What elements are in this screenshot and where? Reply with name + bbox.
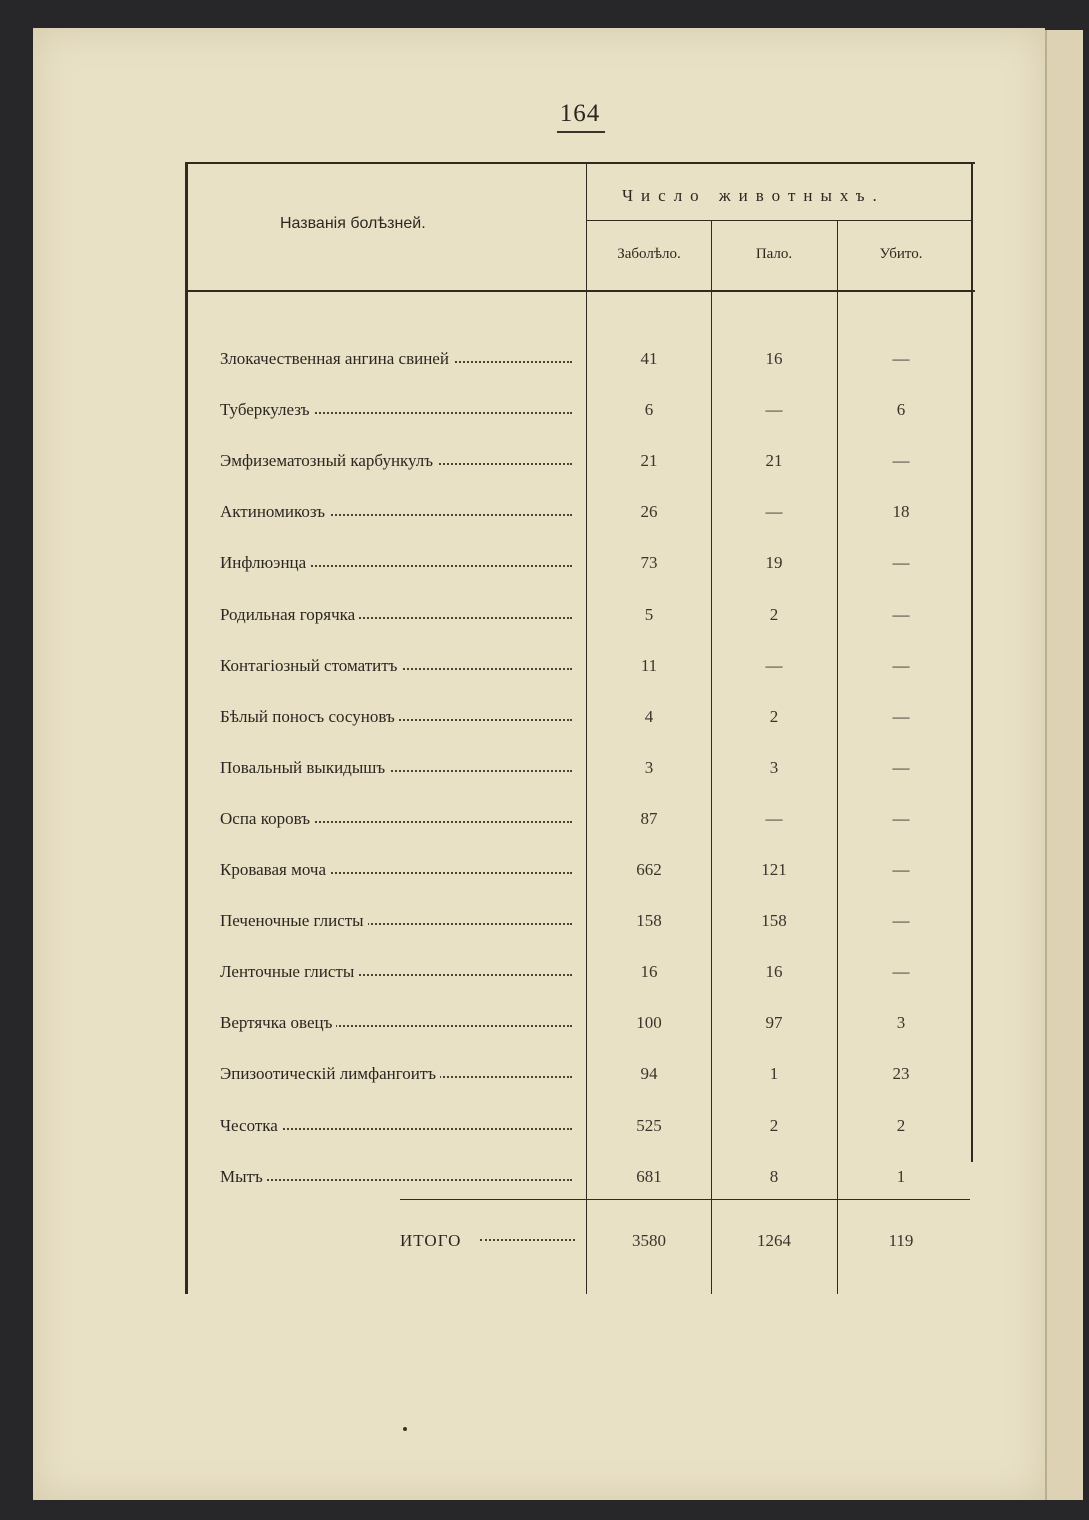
disease-name-text: Эпизоотическій лимфангоитъ bbox=[220, 1064, 440, 1083]
died-count: — bbox=[765, 400, 783, 419]
killed-count: 6 bbox=[896, 400, 906, 419]
sick-count: 5 bbox=[644, 605, 654, 624]
page-number: 164 bbox=[559, 100, 601, 127]
disease-name-text: Чесотка bbox=[220, 1116, 282, 1135]
disease-name bbox=[220, 809, 580, 829]
disease-name bbox=[220, 1013, 580, 1033]
killed-count: — bbox=[892, 809, 910, 828]
sick-column-header: Заболѣло. bbox=[617, 246, 681, 262]
sick-count: 6 bbox=[644, 400, 654, 419]
died-count: 21 bbox=[765, 451, 783, 470]
disease-name bbox=[220, 1167, 580, 1187]
disease-name-text: Бѣлый поносъ сосуновъ bbox=[220, 707, 399, 726]
disease-name-text: Злокачественная ангина свиней bbox=[220, 349, 453, 368]
disease-name-text: Инфлюэнца bbox=[220, 553, 310, 572]
table-row bbox=[185, 860, 975, 890]
died-count: — bbox=[765, 809, 783, 828]
disease-name bbox=[220, 656, 580, 676]
killed-count: — bbox=[892, 962, 910, 981]
disease-name-text: Оспа коровъ bbox=[220, 809, 314, 828]
sick-count: 681 bbox=[636, 1167, 662, 1186]
table-row bbox=[185, 809, 975, 839]
died-count: 16 bbox=[765, 349, 783, 368]
died-count: 8 bbox=[769, 1167, 779, 1186]
died-count: 2 bbox=[769, 1116, 779, 1135]
died-count: 19 bbox=[765, 553, 783, 572]
sick-count: 73 bbox=[640, 553, 658, 572]
table-row bbox=[185, 1116, 975, 1146]
sick-count: 662 bbox=[636, 860, 662, 879]
sick-count: 11 bbox=[640, 656, 658, 675]
killed-count: — bbox=[892, 451, 910, 470]
disease-name-text: Контагіозный стоматитъ bbox=[220, 656, 401, 675]
killed-count: — bbox=[892, 758, 910, 777]
table-row bbox=[185, 502, 975, 532]
animal-count-header: Число животныхъ. bbox=[622, 186, 885, 205]
died-count: 1 bbox=[769, 1064, 779, 1083]
disease-name-text: Ленточные глисты bbox=[220, 962, 358, 981]
died-count: 97 bbox=[765, 1013, 783, 1032]
disease-name bbox=[220, 400, 580, 420]
sick-count: 26 bbox=[640, 502, 658, 521]
group-header-rule bbox=[587, 220, 972, 221]
table-row bbox=[185, 758, 975, 788]
table-row bbox=[185, 349, 975, 379]
table-row bbox=[185, 553, 975, 583]
sick-count: 87 bbox=[640, 809, 658, 828]
killed-count: — bbox=[892, 707, 910, 726]
died-count: 121 bbox=[761, 860, 787, 879]
disease-name bbox=[220, 1064, 580, 1084]
died-count: 2 bbox=[769, 707, 779, 726]
died-count: 158 bbox=[761, 911, 787, 930]
died-count: — bbox=[765, 502, 783, 521]
table-row bbox=[185, 605, 975, 635]
table-row bbox=[185, 1013, 975, 1043]
disease-name bbox=[220, 451, 580, 471]
disease-name-text: Актиномикозъ bbox=[220, 502, 329, 521]
table-row bbox=[185, 911, 975, 941]
next-page-edge bbox=[1045, 30, 1083, 1500]
disease-name-text: Вертячка овецъ bbox=[220, 1013, 336, 1032]
table-top-rule bbox=[185, 162, 975, 164]
disease-name bbox=[220, 502, 580, 522]
sick-count: 4 bbox=[644, 707, 654, 726]
table-row bbox=[185, 1064, 975, 1094]
killed-count: 18 bbox=[892, 502, 910, 521]
disease-names-header: Названія болѣзней. bbox=[280, 215, 426, 232]
killed-column-header: Убито. bbox=[879, 246, 923, 262]
table-row bbox=[185, 400, 975, 430]
killed-count: — bbox=[892, 860, 910, 879]
sick-count: 41 bbox=[640, 349, 658, 368]
disease-name bbox=[220, 962, 580, 982]
header-bottom-rule bbox=[185, 290, 975, 292]
died-count: 3 bbox=[769, 758, 779, 777]
table-row bbox=[185, 451, 975, 481]
sick-count: 16 bbox=[640, 962, 658, 981]
died-column-header: Пало. bbox=[755, 246, 793, 262]
killed-count: 1 bbox=[896, 1167, 906, 1186]
disease-name bbox=[220, 860, 580, 880]
total-leader-dots bbox=[480, 1239, 575, 1241]
total-row bbox=[185, 1231, 975, 1261]
died-count: 2 bbox=[769, 605, 779, 624]
killed-count: — bbox=[892, 553, 910, 572]
disease-name bbox=[220, 707, 580, 727]
killed-count: — bbox=[892, 605, 910, 624]
disease-name-text: Кровавая моча bbox=[220, 860, 330, 879]
disease-name bbox=[220, 1116, 580, 1136]
killed-count: — bbox=[892, 656, 910, 675]
sick-count: 3 bbox=[644, 758, 654, 777]
sick-count: 21 bbox=[640, 451, 658, 470]
table-row bbox=[185, 1167, 975, 1197]
killed-count: 3 bbox=[896, 1013, 906, 1032]
total-sick: 3580 bbox=[632, 1231, 666, 1250]
leader-dots bbox=[220, 1179, 572, 1181]
sick-count: 100 bbox=[636, 1013, 662, 1032]
sick-count: 158 bbox=[636, 911, 662, 930]
table-row bbox=[185, 707, 975, 737]
disease-name-text: Повальный выкидышъ bbox=[220, 758, 389, 777]
disease-name-text: Туберкулезъ bbox=[220, 400, 314, 419]
disease-name-text: Мытъ bbox=[220, 1167, 267, 1186]
disease-name bbox=[220, 758, 580, 778]
killed-count: 23 bbox=[892, 1064, 910, 1083]
statistics-table bbox=[185, 162, 975, 1294]
disease-name bbox=[220, 605, 580, 625]
total-top-rule bbox=[400, 1199, 970, 1200]
disease-name-text: Родильная горячка bbox=[220, 605, 359, 624]
sick-count: 94 bbox=[640, 1064, 658, 1083]
died-count: — bbox=[765, 656, 783, 675]
total-died: 1264 bbox=[757, 1231, 791, 1250]
total-label: ИТОГО bbox=[400, 1231, 462, 1250]
disease-name-text: Печеночные глисты bbox=[220, 911, 368, 930]
disease-name bbox=[220, 349, 580, 369]
killed-count: — bbox=[892, 911, 910, 930]
died-count: 16 bbox=[765, 962, 783, 981]
ink-speck bbox=[403, 1427, 407, 1431]
disease-name bbox=[220, 553, 580, 573]
table-row bbox=[185, 656, 975, 686]
table-row bbox=[185, 962, 975, 992]
page-number-underline bbox=[557, 131, 605, 133]
disease-name-text: Эмфизематозный карбункулъ bbox=[220, 451, 437, 470]
killed-count: — bbox=[892, 349, 910, 368]
sick-count: 525 bbox=[636, 1116, 662, 1135]
killed-count: 2 bbox=[896, 1116, 906, 1135]
disease-name bbox=[220, 911, 580, 931]
total-killed: 119 bbox=[888, 1231, 914, 1250]
